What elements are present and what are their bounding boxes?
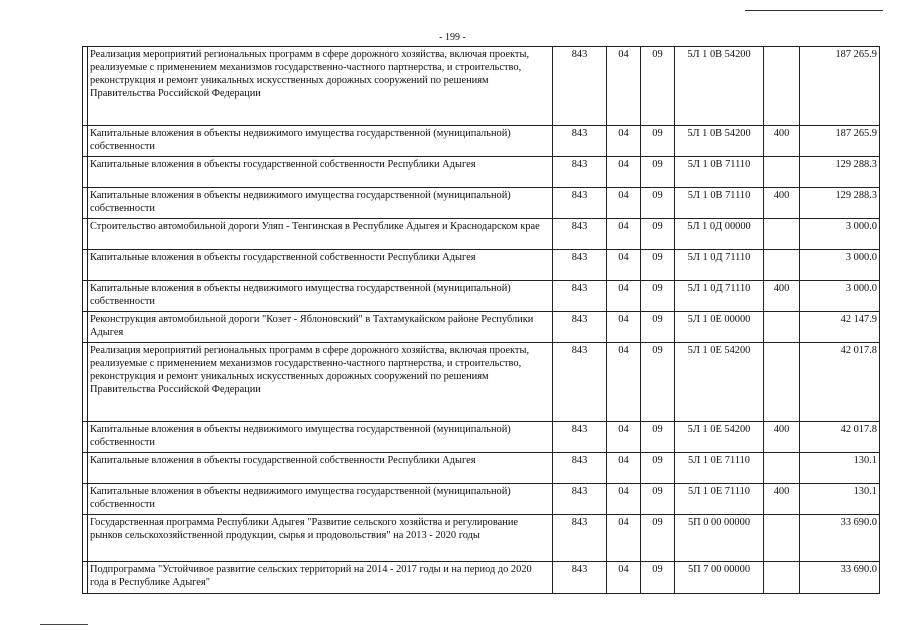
row-csr: 5Л 1 0В 54200 [675,47,764,126]
row-pr: 09 [641,157,675,188]
row-ved: 843 [553,343,607,422]
row-csr: 5Л 1 0Д 71110 [675,250,764,281]
row-vr [764,515,800,562]
row-pr: 09 [641,343,675,422]
row-rz: 04 [607,219,641,250]
row-ved: 843 [553,250,607,281]
row-csr: 5П 0 00 00000 [675,515,764,562]
table-row [83,47,880,126]
row-ved: 843 [553,47,607,126]
row-sum: 42 147.9 [800,312,880,343]
row-vr: 400 [764,484,800,515]
row-name: Капитальные вложения в объекты недвижимого имущества государственной (муниципальной) собственности [88,484,553,515]
table-row [83,422,880,453]
table-row [83,343,880,422]
row-vr: 400 [764,188,800,219]
row-vr [764,219,800,250]
row-rz: 04 [607,47,641,126]
row-sum: 3 000.0 [800,250,880,281]
row-pr: 09 [641,484,675,515]
row-csr: 5П 7 00 00000 [675,562,764,594]
row-rz: 04 [607,422,641,453]
row-pr: 09 [641,188,675,219]
row-ved: 843 [553,312,607,343]
row-sum: 187 265.9 [800,47,880,126]
row-name: Реконструкция автомобильной дороги "Козет - Яблоновский" в Тахтамукайском районе Республики Адыгея [88,312,553,343]
row-ved: 843 [553,515,607,562]
row-name: Капитальные вложения в объекты недвижимого имущества государственной (муниципальной) собственности [88,188,553,219]
table-row [83,126,880,157]
row-csr: 5Л 1 0В 54200 [675,126,764,157]
row-vr: 400 [764,422,800,453]
table-row [83,515,880,562]
budget-table-body [83,47,880,594]
row-rz: 04 [607,250,641,281]
row-ved: 843 [553,219,607,250]
row-rz: 04 [607,562,641,594]
row-pr: 09 [641,515,675,562]
row-sum: 3 000.0 [800,219,880,250]
row-rz: 04 [607,126,641,157]
row-rz: 04 [607,312,641,343]
table-row [83,453,880,484]
row-name: Капитальные вложения в объекты государственной собственности Республики Адыгея [88,453,553,484]
row-csr: 5Л 1 0В 71110 [675,157,764,188]
row-pr: 09 [641,453,675,484]
row-vr: 400 [764,281,800,312]
table-row [83,281,880,312]
row-vr [764,157,800,188]
row-pr: 09 [641,219,675,250]
row-vr [764,343,800,422]
row-name: Строительство автомобильной дороги Уляп - Тенгинская в Республике Адыгея и Краснодарском крае [88,219,553,250]
table-row [83,188,880,219]
row-pr: 09 [641,562,675,594]
row-vr [764,312,800,343]
row-ved: 843 [553,562,607,594]
table-row [83,157,880,188]
row-vr [764,562,800,594]
table-row [83,484,880,515]
row-sum: 129 288.3 [800,188,880,219]
row-sum: 130.1 [800,484,880,515]
table-row [83,312,880,343]
row-name: Капитальные вложения в объекты недвижимого имущества государственной (муниципальной) собственности [88,281,553,312]
row-rz: 04 [607,188,641,219]
row-name: Подпрограмма "Устойчивое развитие сельских территорий на 2014 - 2017 годы и на период до 2020 года в Республике Адыгея" [88,562,553,594]
row-vr [764,453,800,484]
row-rz: 04 [607,157,641,188]
row-csr: 5Л 1 0Е 54200 [675,343,764,422]
row-pr: 09 [641,312,675,343]
row-pr: 09 [641,281,675,312]
row-csr: 5Л 1 0Е 00000 [675,312,764,343]
row-csr: 5Л 1 0Д 71110 [675,281,764,312]
row-csr: 5Л 1 0В 71110 [675,188,764,219]
row-ved: 843 [553,126,607,157]
row-rz: 04 [607,453,641,484]
row-vr [764,47,800,126]
row-sum: 42 017.8 [800,343,880,422]
row-sum: 187 265.9 [800,126,880,157]
row-pr: 09 [641,422,675,453]
row-ved: 843 [553,484,607,515]
row-name: Капитальные вложения в объекты недвижимого имущества государственной (муниципальной) собственности [88,422,553,453]
row-rz: 04 [607,343,641,422]
row-rz: 04 [607,515,641,562]
row-csr: 5Л 1 0Е 71110 [675,453,764,484]
row-pr: 09 [641,126,675,157]
row-name: Капитальные вложения в объекты недвижимого имущества государственной (муниципальной) собственности [88,126,553,157]
row-csr: 5Л 1 0Е 71110 [675,484,764,515]
row-ved: 843 [553,157,607,188]
page-number: - 199 - [439,32,466,43]
row-vr: 400 [764,126,800,157]
row-csr: 5Л 1 0Д 00000 [675,219,764,250]
row-name: Капитальные вложения в объекты государственной собственности Республики Адыгея [88,250,553,281]
header-rule [745,10,883,11]
row-sum: 33 690.0 [800,515,880,562]
row-csr: 5Л 1 0Е 54200 [675,422,764,453]
table-row [83,250,880,281]
table-row [83,219,880,250]
row-sum: 42 017.8 [800,422,880,453]
row-pr: 09 [641,250,675,281]
budget-table [82,46,880,594]
row-name: Государственная программа Республики Адыгея "Развитие сельского хозяйства и регулирование рынков сельскохозяйственной продукции, сырья и продовольствия" на 2013 - 2020 годы [88,515,553,562]
row-name: Реализация мероприятий региональных программ в сфере дорожного хозяйства, включая проекты, реализуемые с применением механизмов государственно-частного партнерства, и строительство, реконструкция и ремонт уникальных искусственных дорожных сооружений по решениям Правительства Российской Федерации [88,47,553,126]
row-rz: 04 [607,281,641,312]
table-row [83,562,880,594]
row-sum: 33 690.0 [800,562,880,594]
row-ved: 843 [553,188,607,219]
row-name: Капитальные вложения в объекты государственной собственности Республики Адыгея [88,157,553,188]
row-vr [764,250,800,281]
row-name: Реализация мероприятий региональных программ в сфере дорожного хозяйства, включая проекты, реализуемые с применением механизмов государственно-частного партнерства, и строительство, реконструкция и ремонт уникальных искусственных дорожных сооружений по решениям Правительства Российской Федерации [88,343,553,422]
row-sum: 3 000.0 [800,281,880,312]
row-ved: 843 [553,422,607,453]
footer-rule [40,624,88,625]
row-ved: 843 [553,281,607,312]
row-ved: 843 [553,453,607,484]
row-rz: 04 [607,484,641,515]
row-sum: 129 288.3 [800,157,880,188]
row-sum: 130.1 [800,453,880,484]
row-pr: 09 [641,47,675,126]
